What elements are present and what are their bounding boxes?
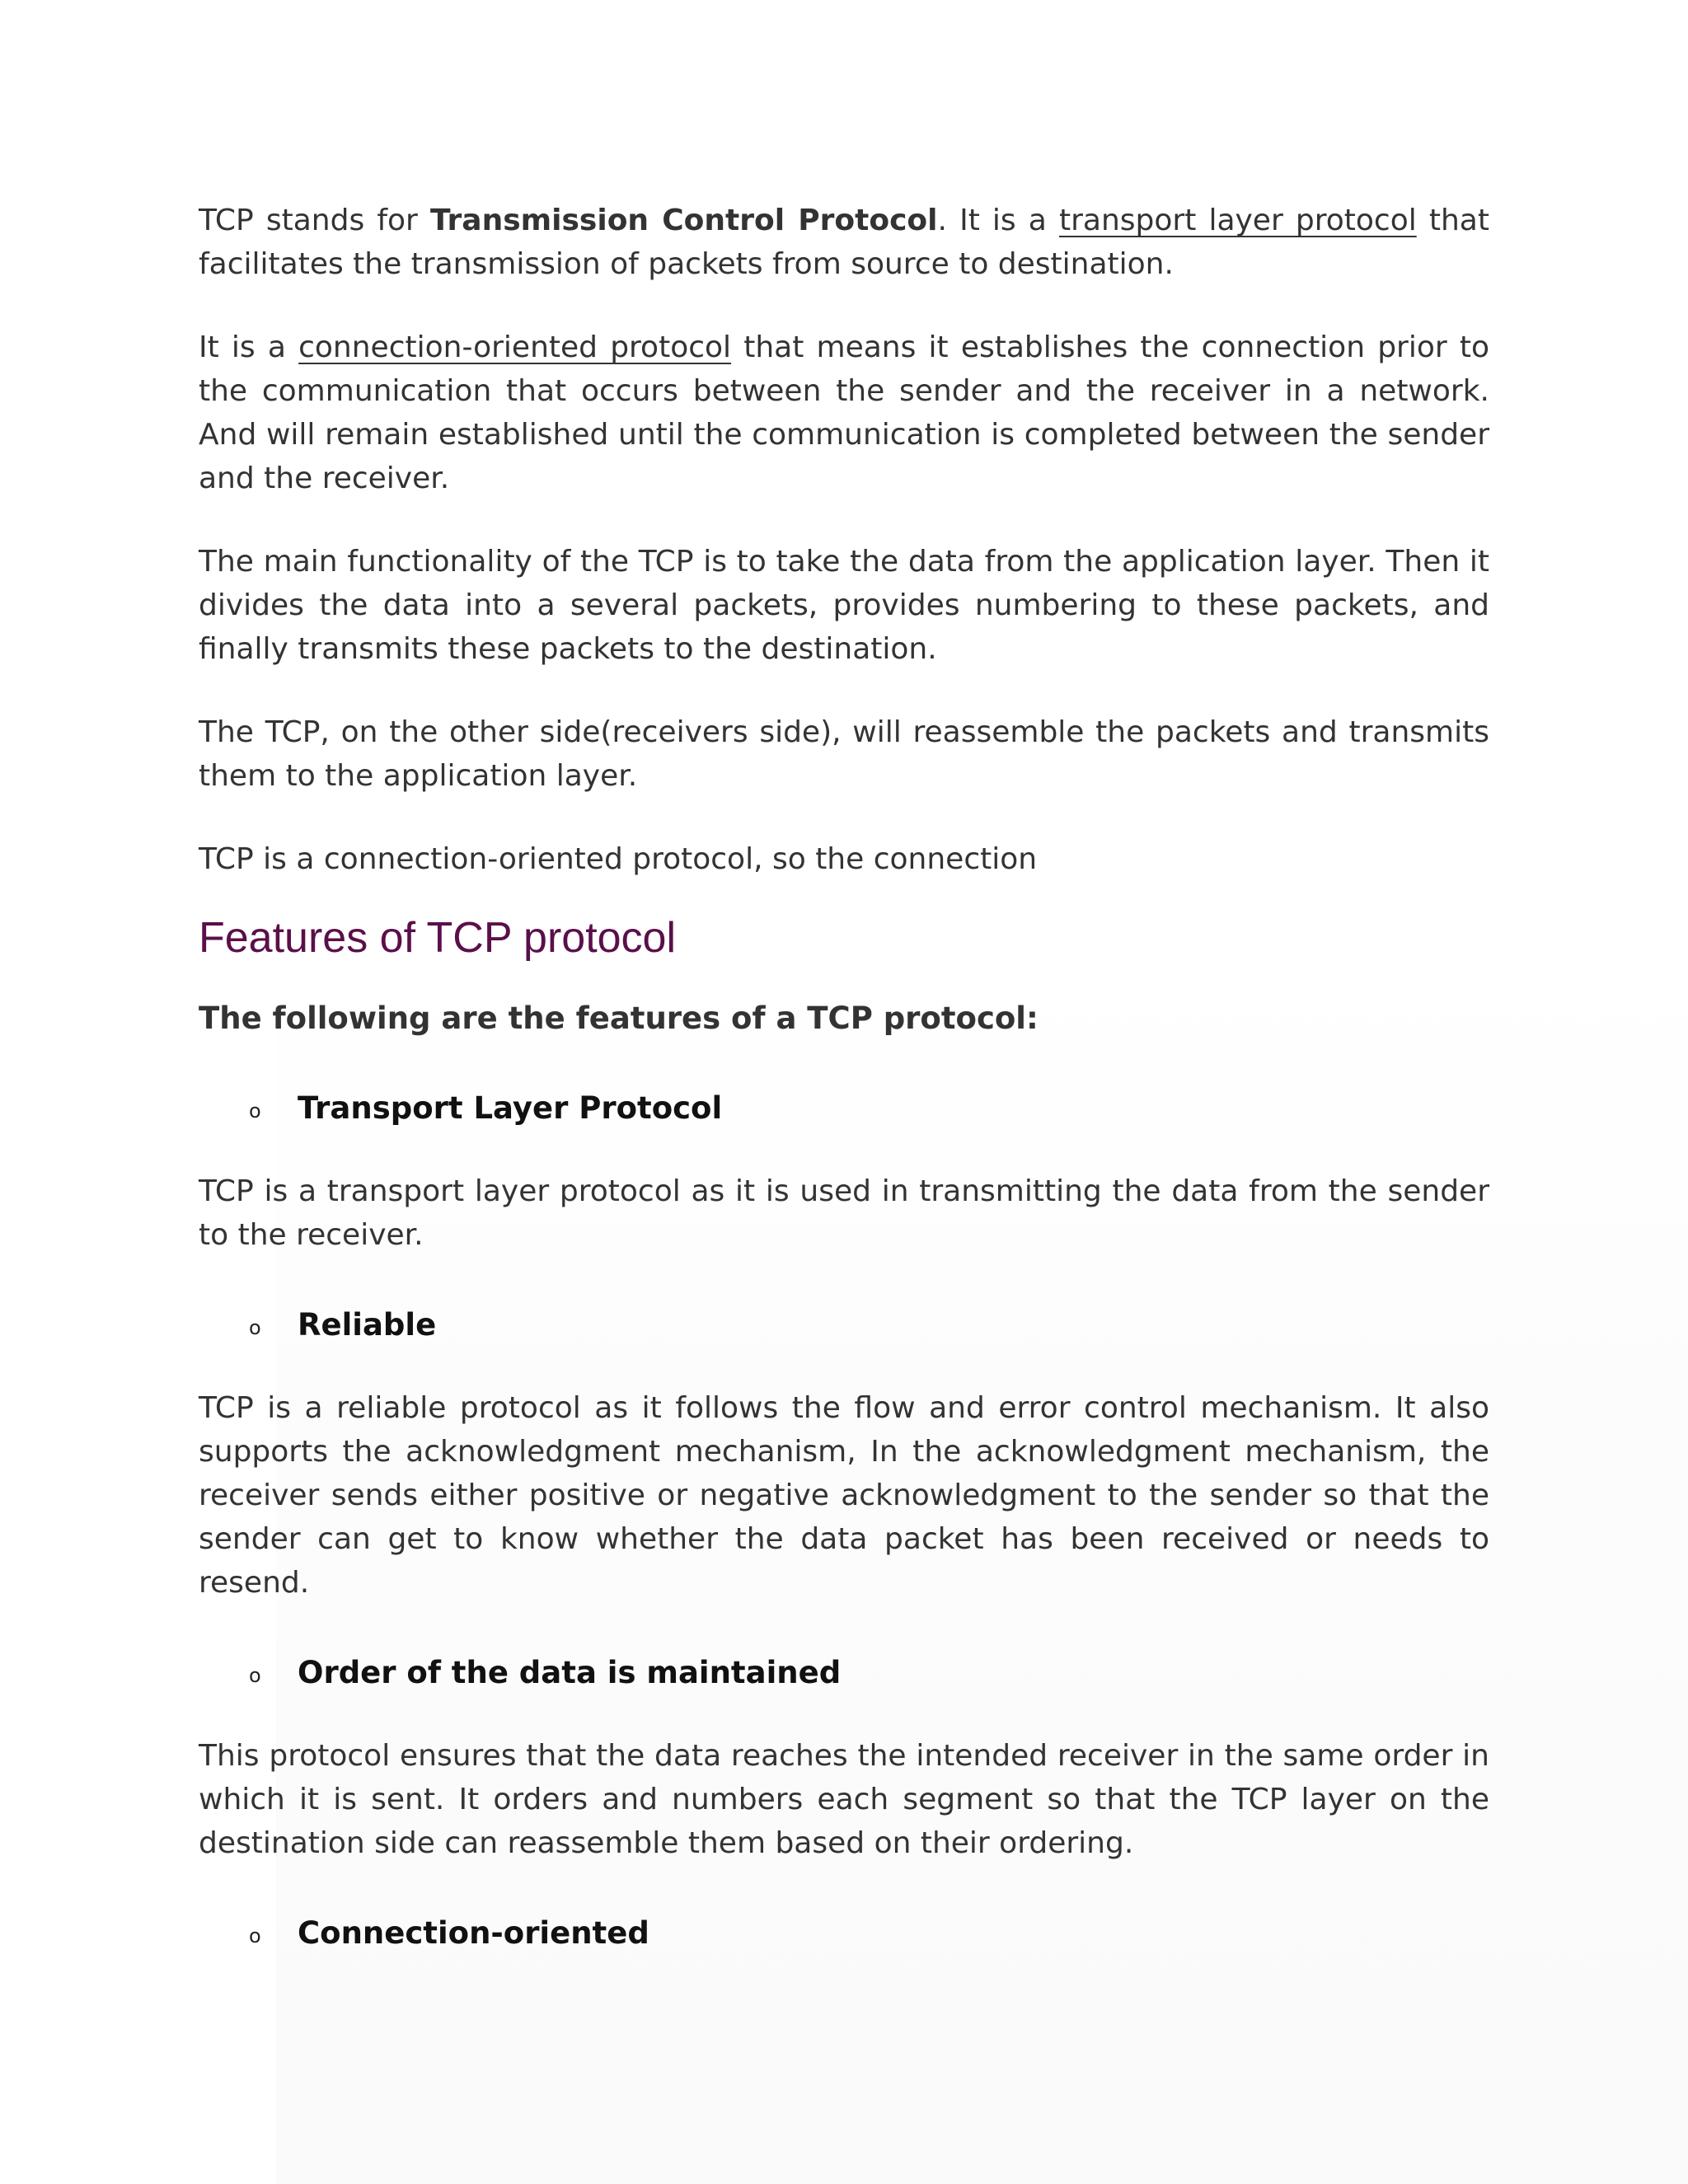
document-body: [199, 199, 1489, 1955]
intro-paragraph-4: The TCP, on the other side(receivers side), will reassemble the packets and transmits them to the application layer.: [199, 715, 1489, 793]
features-lead: The following are the features of a TCP protocol:: [199, 1001, 1039, 1036]
feature-item-transport-layer-protocol: [199, 1086, 1489, 1130]
connection-oriented-protocol-link[interactable]: connection-oriented protocol: [298, 330, 732, 364]
feature-body: This protocol ensures that the data reaches the intended receiver in the same order in which it is sent. It orders and numbers each segment so that the TCP layer on the destination side can reassemble them based on their ordering.: [199, 1739, 1489, 1860]
feature-item-connection-oriented: [199, 1911, 1489, 1955]
feature-title: Connection-oriented: [298, 1915, 649, 1951]
intro-paragraph-2: [199, 326, 1489, 500]
feature-title: Transport Layer Protocol: [298, 1090, 723, 1126]
intro-p2-text-c: that means it establishes the connection prior to the communication that occurs between the sender and the receiver in a network. And will remain established until the communication is completed between the sender and the receiver.: [199, 330, 1489, 495]
intro-p2-text-a: It is a: [199, 330, 299, 364]
bullet-icon: o: [249, 1924, 261, 1947]
bullet-icon: o: [249, 1316, 261, 1339]
feature-item-reliable: [199, 1303, 1489, 1347]
intro-paragraph-1: [199, 199, 1489, 286]
bullet-icon: o: [249, 1664, 261, 1687]
feature-body: TCP is a transport layer protocol as it is used in transmitting the data from the sender to the receiver.: [199, 1174, 1489, 1252]
feature-title: Order of the data is maintained: [298, 1655, 842, 1690]
intro-paragraph-3: The main functionality of the TCP is to take the data from the application layer. Then it divides the data into a several packets, provides numbering to these packets, and finally transmits these packets to the destination.: [199, 545, 1489, 666]
bullet-icon: o: [249, 1099, 261, 1122]
intro-p1-text-e: that facilitates the transmission of packets from source to destination.: [199, 204, 1489, 281]
feature-item-order-maintained: [199, 1651, 1489, 1694]
intro-p1-text-a: TCP stands for: [199, 204, 430, 237]
features-heading: Features of TCP protocol: [199, 914, 677, 962]
transport-layer-protocol-link[interactable]: transport layer protocol: [1058, 204, 1417, 237]
intro-p1-text-c: . It is a: [937, 204, 1059, 237]
feature-body: TCP is a reliable protocol as it follows the flow and error control mechanism. It also supports the acknowledgment mechanism, In the acknowledgment mechanism, the receiver sends either positive or negative acknowledgment to the sender so that the sender can get to know whether the data packet has been received or needs to resend.: [199, 1391, 1489, 1600]
intro-paragraph-5: TCP is a connection-oriented protocol, so the connection: [199, 842, 1038, 876]
feature-title: Reliable: [298, 1307, 437, 1343]
tcp-full-name: Transmission Control Protocol: [429, 204, 938, 237]
